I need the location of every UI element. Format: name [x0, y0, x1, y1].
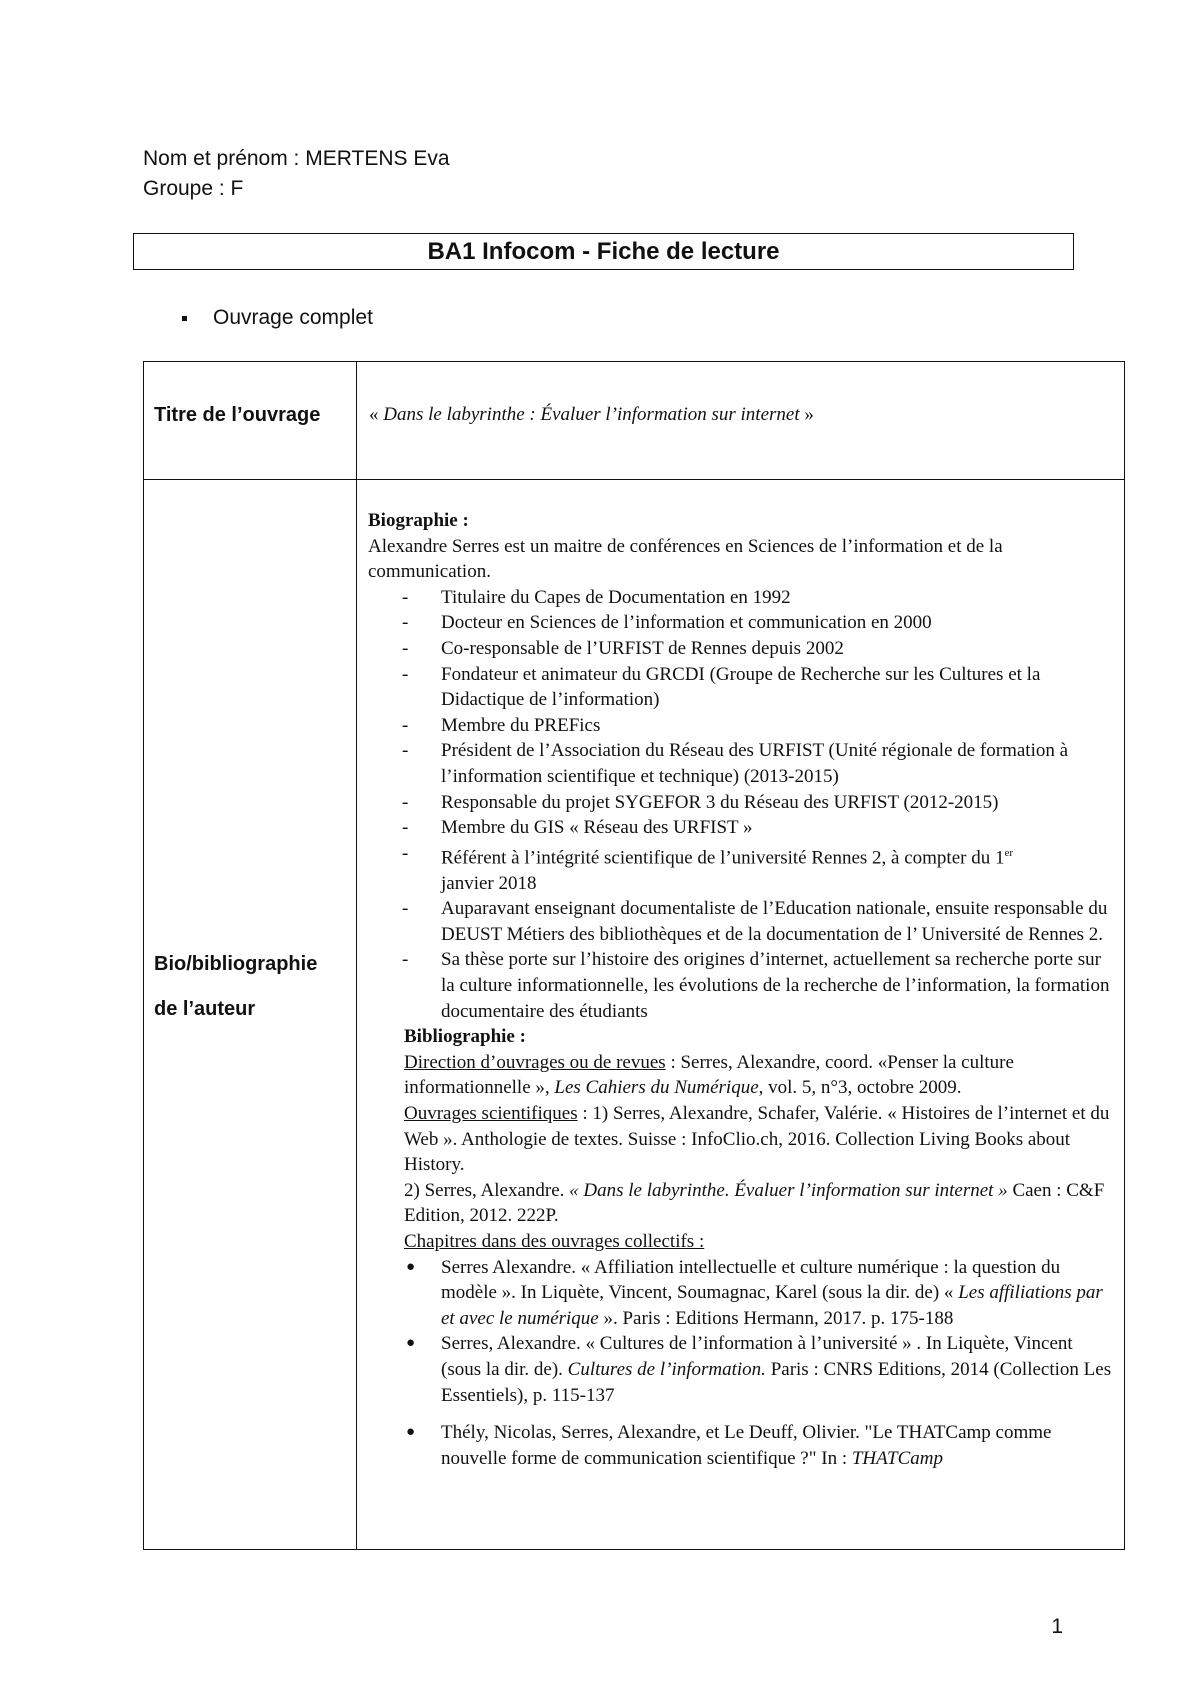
list-item: - Président de l’Association du Réseau des URFIST (Unité régionale de formation à l’information scientifique et technique) (2013-2015)	[402, 740, 1069, 787]
biography-list	[368, 585, 1116, 1024]
list-item: - Titulaire du Capes de Documentation en 1992	[402, 586, 791, 608]
cell-bio-content	[357, 480, 1125, 1550]
list-item: - Référent à l’intégrité scientifique de l’université Rennes 2, à compter du 1er janvier 2018	[402, 842, 1014, 894]
direction-entry: Direction d’ouvrages ou de revues : Serres, Alexandre, coord. «Penser la culture informationnelle », Les Cahiers du Numérique, vol. 5, n°3, octobre 2009.	[404, 1051, 1014, 1099]
bio-label-line1: Bio/bibliographie	[154, 953, 318, 975]
cell-title-label	[144, 362, 357, 480]
student-header	[143, 144, 450, 204]
list-item: - Membre du GIS « Réseau des URFIST »	[402, 817, 753, 839]
cell-bio-label	[144, 480, 357, 1550]
list-item: - Responsable du projet SYGEFOR 3 du Réseau des URFIST (2012-2015)	[402, 791, 999, 813]
biography-heading: Biographie :	[368, 510, 469, 531]
list-item: - Fondateur et animateur du GRCDI (Groupe de Recherche sur les Cultures et la Didactique de l’information)	[402, 663, 1041, 711]
bio-content	[357, 480, 1124, 1471]
group-line: Groupe : F	[143, 177, 244, 200]
bibliography-heading: Bibliographie :	[404, 1026, 526, 1048]
section-bullet	[182, 306, 373, 330]
bio-label	[144, 480, 356, 1032]
reading-sheet-table	[143, 361, 1125, 1550]
title-label: Titre de l’ouvrage	[154, 404, 321, 426]
cell-title-value	[357, 362, 1125, 480]
chapters-list	[368, 1255, 1116, 1472]
list-item: - Sa thèse porte sur l’histoire des origines d’internet, actuellement sa recherche porte sur la culture informationnelle, les évolutions de la recherche de l’information, la formation documentaire des étudiants	[402, 949, 1110, 1022]
page-number: 1	[1051, 1615, 1063, 1638]
title-value	[357, 362, 1124, 426]
square-bullet-icon	[182, 316, 187, 321]
biography-intro: Alexandre Serres est un maitre de conférences en Sciences de l’information et de la communication.	[368, 535, 1003, 583]
bio-label-line2: de l’auteur	[154, 998, 256, 1020]
name-line: Nom et prénom : MERTENS Eva	[143, 147, 450, 170]
bibliography-section	[368, 1024, 1116, 1254]
section-bullet-label: Ouvrage complet	[213, 306, 373, 329]
list-item: - Co-responsable de l’URFIST de Rennes depuis 2002	[402, 637, 844, 659]
list-item: ● Thély, Nicolas, Serres, Alexandre, et Le Deuff, Olivier. "Le THATCamp comme nouvelle forme de communication scientifique ?" In : THATCamp	[406, 1422, 1052, 1469]
list-item: ● Serres Alexandre. « Affiliation intellectuelle et culture numérique : la question du modèle ». In Liquète, Vincent, Soumagnac, Karel (sous la dir. de) « Les affiliations par et avec le numérique ». Paris : Editions Hermann, 2017. p. 175-188	[406, 1256, 1103, 1329]
list-item: ● Serres, Alexandre. « Cultures de l’information à l’université » . In Liquète, Vincent (sous la dir. de). Cultures de l’information. Paris : CNRS Editions, 2014 (Collection Les Essentiels), p. 115-137	[406, 1333, 1112, 1406]
document-title-box	[133, 233, 1074, 270]
book-title: Dans le labyrinthe : Évaluer l’information sur internet	[383, 404, 800, 425]
table-row-biobibliography	[144, 480, 1125, 1550]
list-item: - Auparavant enseignant documentaliste de l’Education nationale, ensuite responsable du DEUST Métiers des bibliothèques et de la documentation de l’ Université de Rennes 2.	[402, 898, 1108, 945]
quote-open: «	[369, 404, 384, 425]
chapters-heading: Chapitres dans des ouvrages collectifs :	[404, 1230, 705, 1252]
list-item: - Docteur en Sciences de l’information et communication en 2000	[402, 612, 932, 634]
list-item: - Membre du PREFics	[402, 714, 601, 736]
table-row-title	[144, 362, 1125, 480]
quote-close: »	[799, 404, 814, 425]
scientific-works-entry-2: 2) Serres, Alexandre. « Dans le labyrinthe. Évaluer l’information sur internet » Caen : C&F Edition, 2012. 222P.	[404, 1179, 1105, 1227]
document-title: BA1 Infocom - Fiche de lecture	[427, 237, 780, 265]
scientific-works-entry: Ouvrages scientifiques : 1) Serres, Alexandre, Schafer, Valérie. « Histoires de l’internet et du Web ». Anthologie de textes. Suisse : InfoClio.ch, 2016. Collection Living Books about History.	[404, 1102, 1110, 1176]
